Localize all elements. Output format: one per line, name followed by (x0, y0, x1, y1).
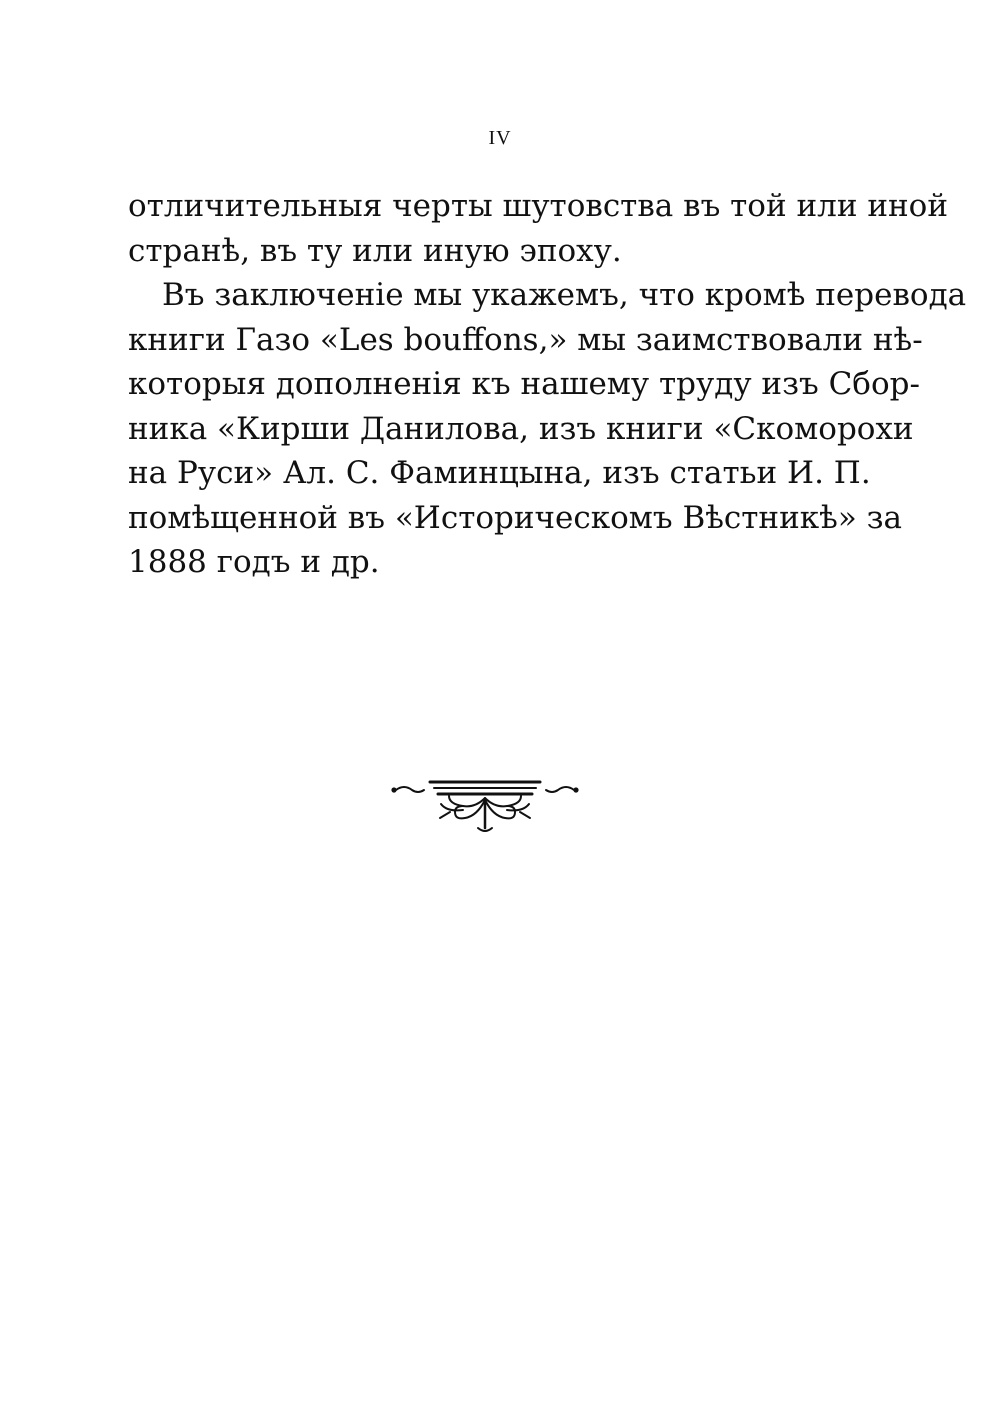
paragraph-1-line-1: отличительныя черты шутовства въ той или иной (128, 188, 949, 224)
body-text (128, 184, 967, 585)
tailpiece-ornament-icon (390, 768, 580, 838)
paragraph-2-line-6: помѣщенной въ «Историческомъ Вѣстникѣ» за (128, 499, 903, 536)
paragraph-1-line-2: странѣ, въ ту или иную эпоху. (128, 232, 622, 269)
paragraph-2-line-4: ника «Кирши Данилова, изъ книги «Скоморохи (128, 410, 914, 447)
paragraph-2-line-2: книги Газо «Les bouffons,» мы заимствовали нѣ- (128, 321, 923, 358)
paragraph-2-line-3: которыя дополненія къ нашему труду изъ Сбор- (128, 366, 920, 402)
paragraph-2-line-1: Въ заключеніе мы укажемъ, что кромѣ перевода (162, 277, 967, 313)
paragraph-2-line-7: 1888 годъ и др. (128, 544, 380, 580)
paragraph-2-line-5: на Руси» Ал. С. Фаминцына, изъ статьи И. П. (128, 455, 871, 491)
page-number: IV (488, 127, 512, 149)
